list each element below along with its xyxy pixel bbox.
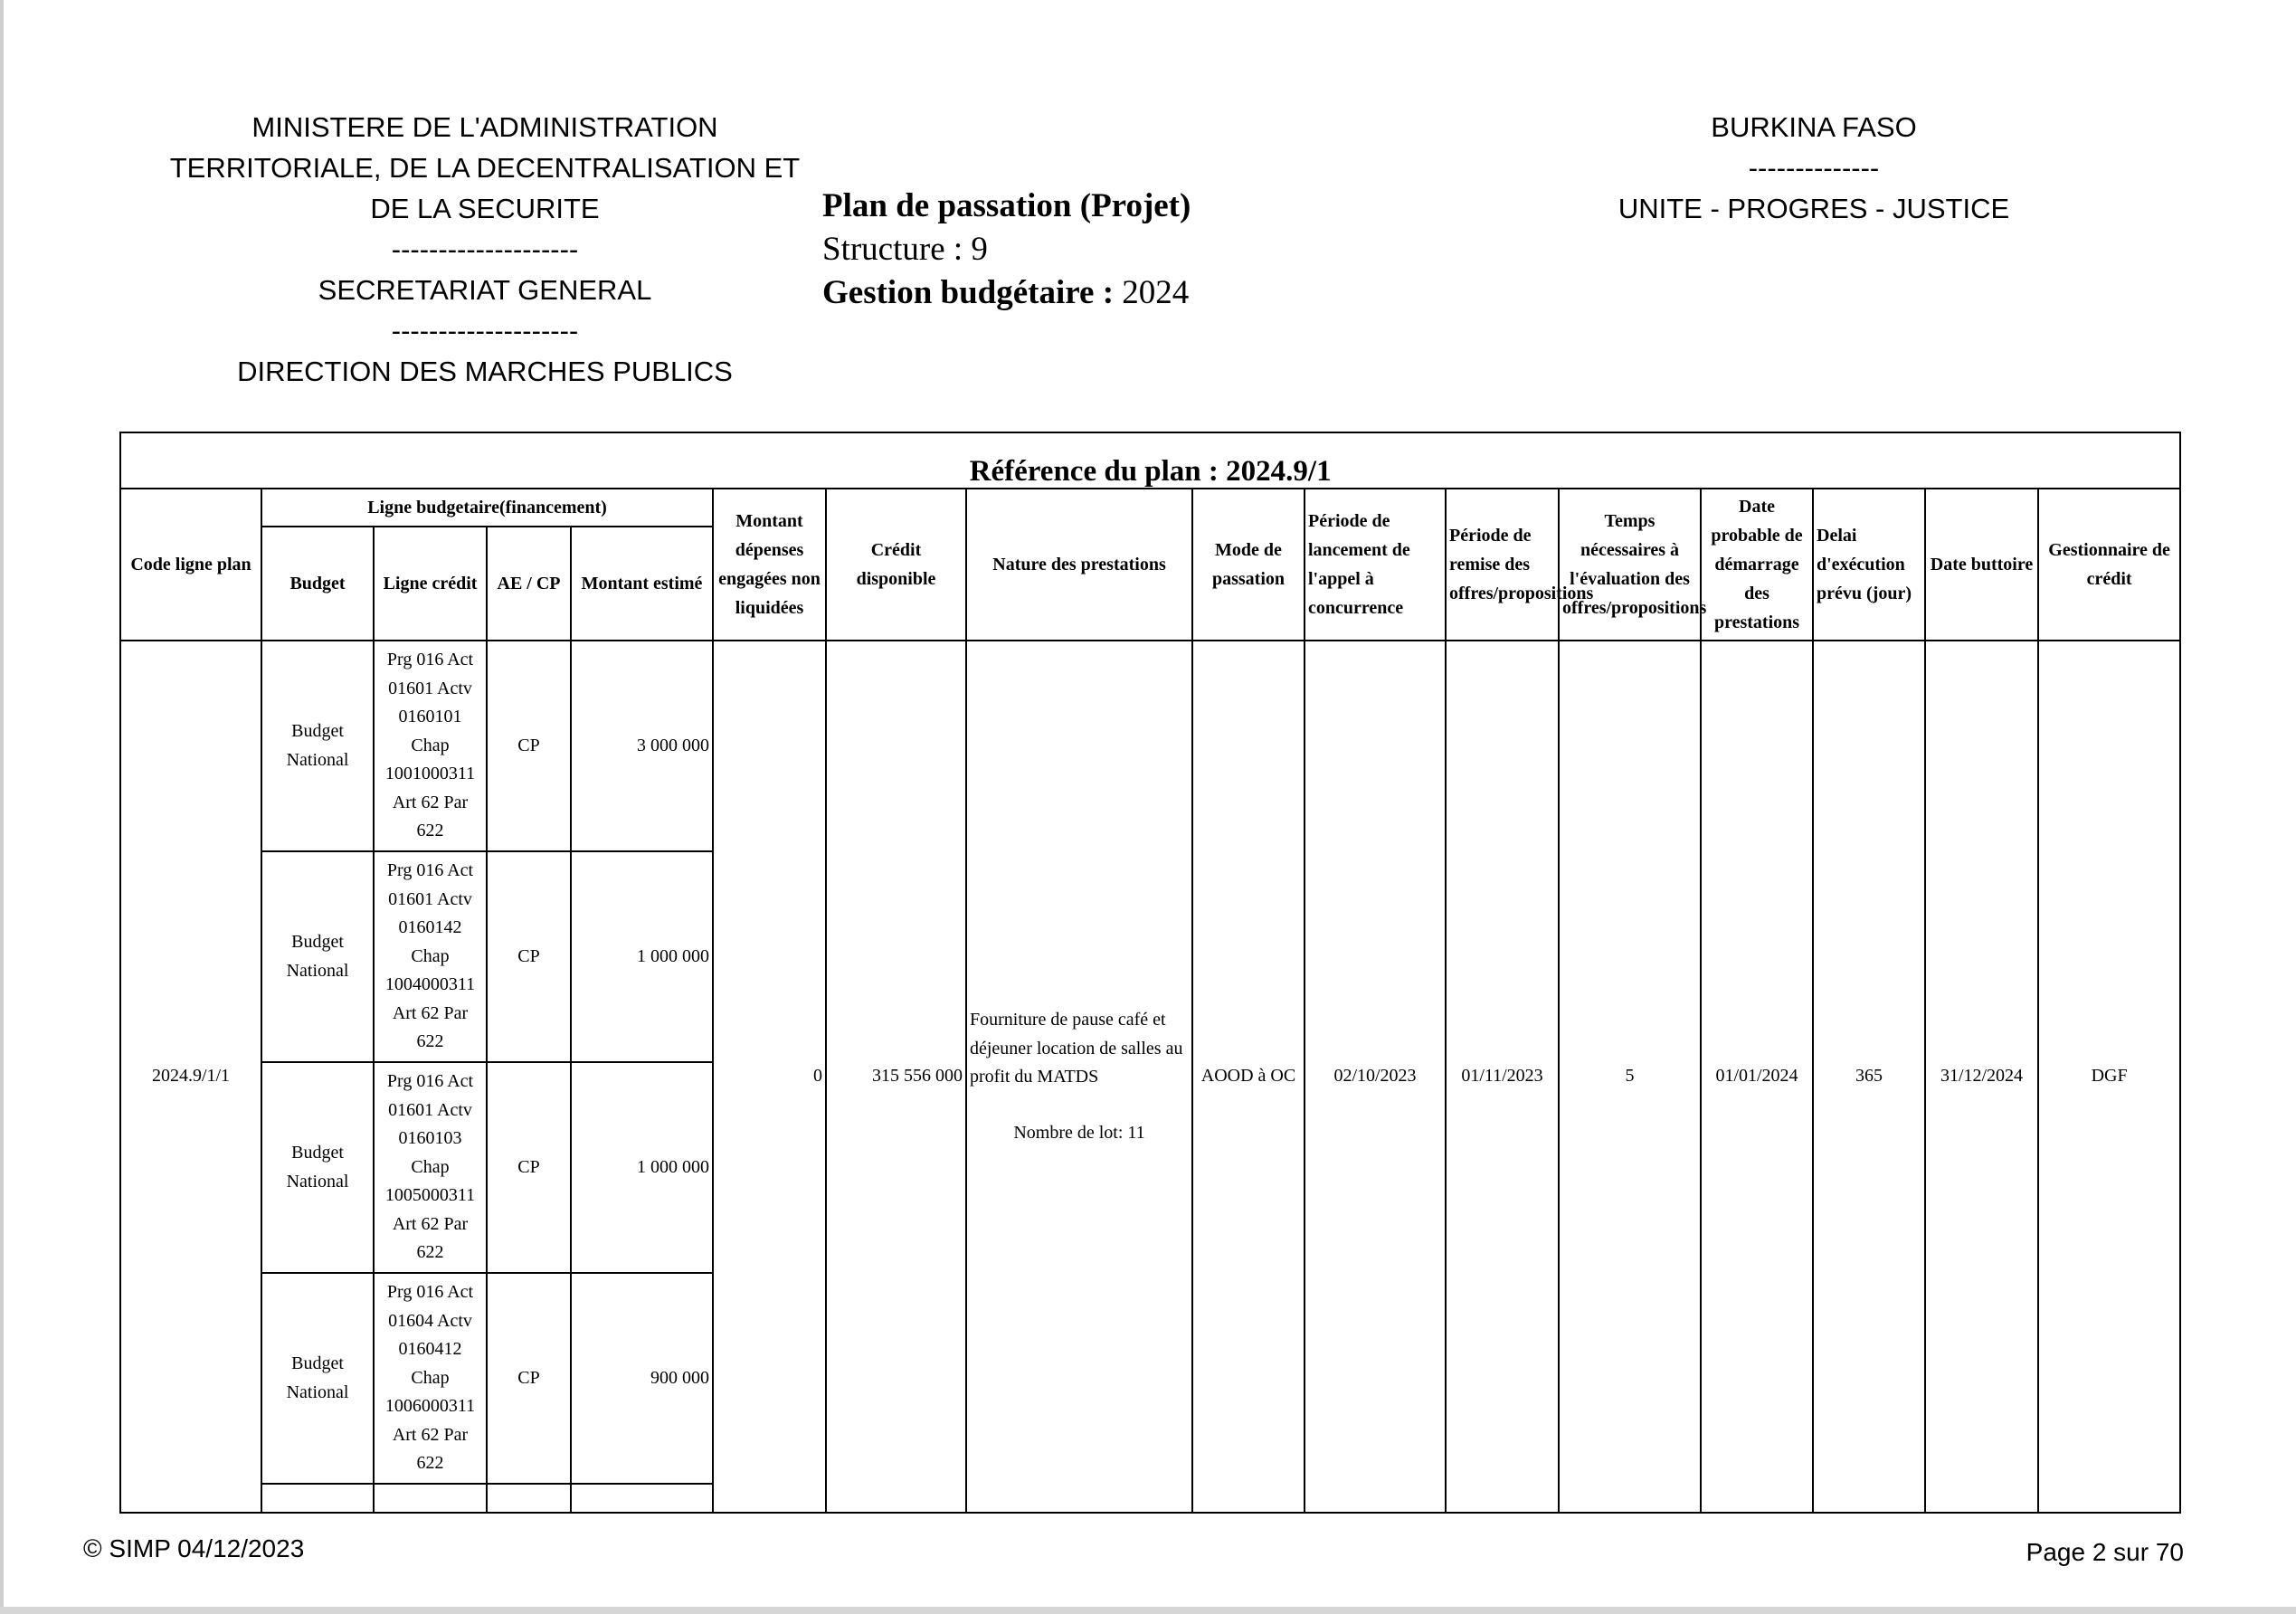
nature-lot-count: Nombre de lot: 11 <box>1013 1122 1145 1143</box>
country-header <box>1592 107 2035 229</box>
cell-montant-depenses: 0 <box>713 641 826 1513</box>
cell-budget: Budget National <box>261 1062 374 1273</box>
ministry-line-2: TERRITORIALE, DE LA DECENTRALISATION ET <box>169 152 801 184</box>
ministry-line-1: MINISTERE DE L'ADMINISTRATION <box>251 111 718 143</box>
gestion-line <box>822 271 1456 315</box>
cell-montant-estime: 3 000 000 <box>571 641 713 851</box>
col-nature-prestations: Nature des prestations <box>966 489 1192 641</box>
col-mode-passation: Mode de passation <box>1192 489 1305 641</box>
cell-credit-disponible: 315 556 000 <box>826 641 966 1513</box>
cell-ligne-credit: Prg 016 Act 01601 Actv 0160103 Chap 1005000311 Art 62 Par 622 <box>374 1062 487 1273</box>
gestion-label: Gestion budgétaire : <box>822 274 1115 311</box>
cell-date-buttoire: 31/12/2024 <box>1925 641 2038 1513</box>
cell-mode-passation: AOOD à OC <box>1192 641 1305 1513</box>
col-periode-lancement: Période de lancement de l'appel à concurrence <box>1305 489 1446 641</box>
country-separator: -------------- <box>1748 152 1880 184</box>
col-delai-execution: Delai d'exécution prévu (jour) <box>1813 489 1925 641</box>
page-border-bottom <box>0 1607 2296 1614</box>
gestion-value: 2024 <box>1122 274 1190 311</box>
secretariat-line: SECRETARIAT GENERAL <box>318 274 652 306</box>
col-date-demarrage: Date probable de démarrage des prestations <box>1701 489 1813 641</box>
cell-code-ligne: 2024.9/1/1 <box>120 641 261 1513</box>
cell-ae-cp: CP <box>487 851 571 1062</box>
plan-reference: Référence du plan : 2024.9/1 <box>120 432 2180 489</box>
cell-montant-estime: 1 000 000 <box>571 1062 713 1273</box>
cell-periode-remise: 01/11/2023 <box>1446 641 1559 1513</box>
cell-nature-prestations <box>966 641 1192 1513</box>
col-code-ligne: Code ligne plan <box>120 489 261 641</box>
structure-line: Structure : 9 <box>822 231 988 268</box>
table-row <box>120 641 2180 851</box>
plan-table <box>119 432 2181 1514</box>
country-name: BURKINA FASO <box>1711 111 1917 143</box>
col-credit-disponible: Crédit disponible <box>826 489 966 641</box>
cell-empty <box>487 1484 571 1513</box>
plan-title: Plan de passation (Projet) <box>822 187 1191 224</box>
ministry-separator-2: -------------------- <box>391 315 579 347</box>
cell-ligne-credit: Prg 016 Act 01601 Actv 0160142 Chap 1004000311 Art 62 Par 622 <box>374 851 487 1062</box>
col-gestionnaire-credit: Gestionnaire de crédit <box>2038 489 2180 641</box>
col-ae-cp: AE / CP <box>487 527 571 641</box>
cell-empty <box>374 1484 487 1513</box>
col-ligne-credit: Ligne crédit <box>374 527 487 641</box>
ministry-separator-1: -------------------- <box>391 233 579 265</box>
footer-copyright: © SIMP 04/12/2023 <box>83 1534 305 1562</box>
col-montant-depenses: Montant dépenses engagées non liquidées <box>713 489 826 641</box>
cell-delai-execution: 365 <box>1813 641 1925 1513</box>
cell-montant-estime: 900 000 <box>571 1273 713 1484</box>
nature-description: Fourniture de pause café et déjeuner location de salles au profit du MATDS <box>970 1010 1183 1087</box>
col-montant-estime: Montant estimé <box>571 527 713 641</box>
cell-temps-evaluation: 5 <box>1559 641 1701 1513</box>
cell-budget: Budget National <box>261 641 374 851</box>
plan-title-block <box>822 185 1456 315</box>
cell-date-demarrage: 01/01/2024 <box>1701 641 1813 1513</box>
col-temps-evaluation: Temps nécessaires à l'évaluation des offres/propositions <box>1559 489 1701 641</box>
cell-ligne-credit: Prg 016 Act 01604 Actv 0160412 Chap 1006000311 Art 62 Par 622 <box>374 1273 487 1484</box>
direction-line: DIRECTION DES MARCHES PUBLICS <box>237 356 733 387</box>
col-date-buttoire: Date buttoire <box>1925 489 2038 641</box>
cell-montant-estime: 1 000 000 <box>571 851 713 1062</box>
col-periode-remise: Période de remise des offres/propositions <box>1446 489 1559 641</box>
footer-page-number: Page 2 sur 70 <box>2026 1538 2184 1566</box>
col-ligne-budgetaire: Ligne budgetaire(financement) <box>261 489 713 527</box>
cell-empty <box>261 1484 374 1513</box>
cell-budget: Budget National <box>261 851 374 1062</box>
ministry-header <box>163 107 807 392</box>
country-motto: UNITE - PROGRES - JUSTICE <box>1618 193 2010 224</box>
cell-ae-cp: CP <box>487 1273 571 1484</box>
ministry-line-3: DE LA SECURITE <box>370 193 600 224</box>
cell-empty <box>571 1484 713 1513</box>
cell-gestionnaire-credit: DGF <box>2038 641 2180 1513</box>
cell-ae-cp: CP <box>487 1062 571 1273</box>
cell-periode-lancement: 02/10/2023 <box>1305 641 1446 1513</box>
col-budget: Budget <box>261 527 374 641</box>
cell-budget: Budget National <box>261 1273 374 1484</box>
cell-ae-cp: CP <box>487 641 571 851</box>
page-border-left <box>0 0 4 1614</box>
cell-ligne-credit: Prg 016 Act 01601 Actv 0160101 Chap 1001000311 Art 62 Par 622 <box>374 641 487 851</box>
